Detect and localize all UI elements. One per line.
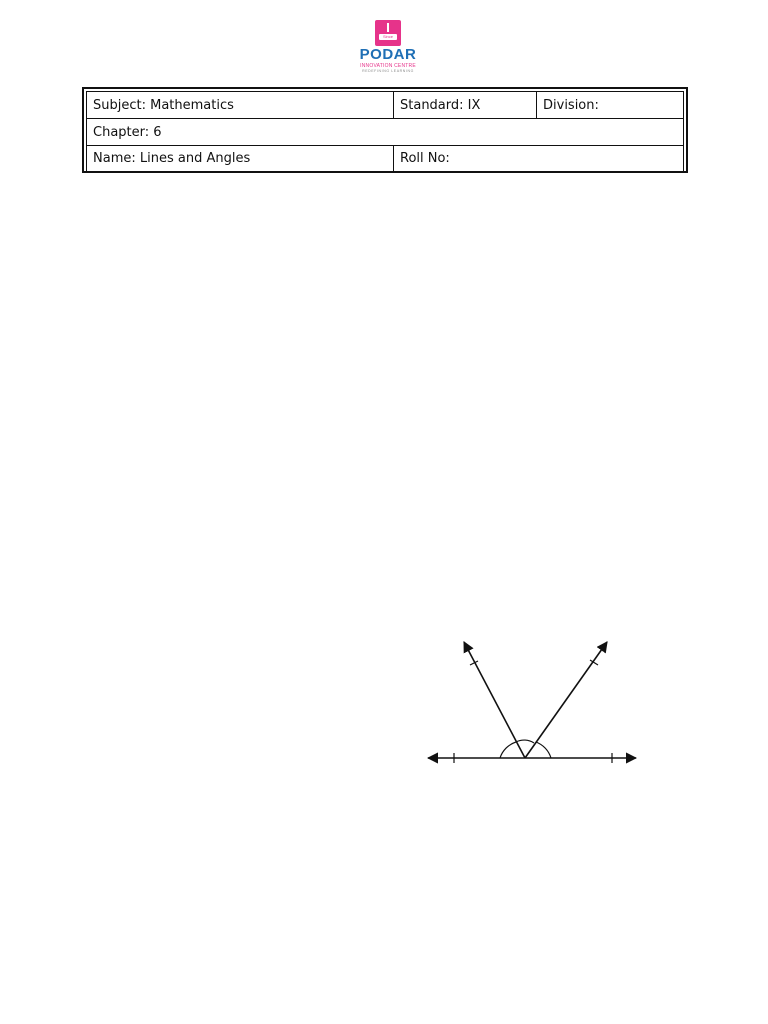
standard-cell: Standard: IX — [394, 92, 537, 119]
roll-no-cell: Roll No: — [394, 146, 684, 172]
angle-diagram — [420, 632, 650, 772]
logo-badge: Since 1927 — [379, 34, 397, 40]
logo-subtitle: INNOVATION CENTRE — [360, 63, 416, 69]
angle-arc-right — [536, 742, 551, 758]
left-ray — [464, 642, 525, 758]
angle-arc-middle — [516, 740, 534, 743]
logo-tagline: REDEFINING LEARNING — [362, 69, 414, 73]
division-cell: Division: — [537, 92, 684, 119]
chapter-cell: Chapter: 6 — [87, 119, 684, 146]
podar-logo-icon — [375, 20, 401, 46]
subject-cell: Subject: Mathematics — [87, 92, 394, 119]
name-cell: Name: Lines and Angles — [87, 146, 394, 172]
right-ray — [525, 642, 607, 758]
podar-logo — [352, 20, 424, 74]
logo-name: PODAR — [359, 46, 417, 63]
worksheet-header-table — [82, 87, 688, 173]
angle-arc-left — [500, 742, 516, 758]
